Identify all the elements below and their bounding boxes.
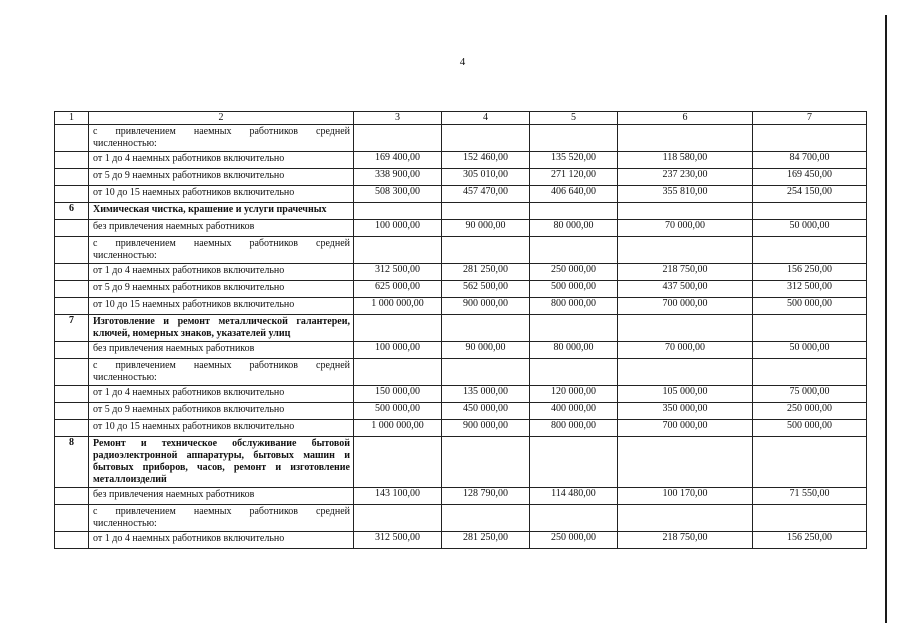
value-cell: 237 230,00 bbox=[618, 169, 753, 186]
table-row bbox=[55, 532, 867, 549]
value-cell: 1 000 000,00 bbox=[354, 298, 442, 315]
value-cell: 50 000,00 bbox=[753, 342, 867, 359]
value-cell bbox=[442, 359, 530, 386]
value-cell bbox=[354, 505, 442, 532]
value-cell: 169 450,00 bbox=[753, 169, 867, 186]
value-cell: 70 000,00 bbox=[618, 220, 753, 237]
table-row bbox=[55, 437, 867, 488]
value-cell: 312 500,00 bbox=[753, 281, 867, 298]
header-cell: 1 bbox=[55, 112, 89, 125]
row-number-cell bbox=[55, 403, 89, 420]
table-row bbox=[55, 237, 867, 264]
value-cell bbox=[530, 505, 618, 532]
value-cell bbox=[618, 125, 753, 152]
value-cell: 900 000,00 bbox=[442, 298, 530, 315]
description-cell: без привлечения наемных работников bbox=[89, 220, 354, 237]
value-cell: 135 000,00 bbox=[442, 386, 530, 403]
header-cell: 3 bbox=[354, 112, 442, 125]
value-cell bbox=[354, 125, 442, 152]
value-cell: 457 470,00 bbox=[442, 186, 530, 203]
value-cell bbox=[753, 505, 867, 532]
rates-table bbox=[54, 111, 867, 549]
value-cell: 900 000,00 bbox=[442, 420, 530, 437]
value-cell: 400 000,00 bbox=[530, 403, 618, 420]
value-cell: 143 100,00 bbox=[354, 488, 442, 505]
value-cell: 305 010,00 bbox=[442, 169, 530, 186]
row-number-cell: 7 bbox=[55, 315, 89, 342]
row-number-cell bbox=[55, 342, 89, 359]
value-cell bbox=[753, 125, 867, 152]
row-number-cell bbox=[55, 281, 89, 298]
row-number-cell bbox=[55, 264, 89, 281]
value-cell: 406 640,00 bbox=[530, 186, 618, 203]
value-cell bbox=[354, 237, 442, 264]
table-row bbox=[55, 169, 867, 186]
table-row bbox=[55, 298, 867, 315]
description-cell: от 10 до 15 наемных работников включительно bbox=[89, 420, 354, 437]
row-number-cell: 6 bbox=[55, 203, 89, 220]
header-cell: 2 bbox=[89, 112, 354, 125]
value-cell: 250 000,00 bbox=[530, 264, 618, 281]
value-cell: 271 120,00 bbox=[530, 169, 618, 186]
value-cell: 118 580,00 bbox=[618, 152, 753, 169]
value-cell: 70 000,00 bbox=[618, 342, 753, 359]
value-cell: 500 000,00 bbox=[753, 420, 867, 437]
value-cell bbox=[442, 125, 530, 152]
value-cell bbox=[442, 315, 530, 342]
value-cell: 700 000,00 bbox=[618, 420, 753, 437]
rates-table-body bbox=[55, 112, 867, 549]
table-header-row bbox=[55, 112, 867, 125]
value-cell: 312 500,00 bbox=[354, 532, 442, 549]
description-cell: от 5 до 9 наемных работников включительно bbox=[89, 281, 354, 298]
value-cell: 355 810,00 bbox=[618, 186, 753, 203]
value-cell bbox=[618, 237, 753, 264]
value-cell: 500 000,00 bbox=[530, 281, 618, 298]
row-number-cell bbox=[55, 420, 89, 437]
value-cell bbox=[354, 315, 442, 342]
table-row bbox=[55, 125, 867, 152]
header-cell: 7 bbox=[753, 112, 867, 125]
value-cell: 114 480,00 bbox=[530, 488, 618, 505]
value-cell: 500 000,00 bbox=[753, 298, 867, 315]
value-cell: 120 000,00 bbox=[530, 386, 618, 403]
value-cell bbox=[442, 437, 530, 488]
table-row bbox=[55, 342, 867, 359]
value-cell: 437 500,00 bbox=[618, 281, 753, 298]
value-cell: 156 250,00 bbox=[753, 532, 867, 549]
value-cell: 150 000,00 bbox=[354, 386, 442, 403]
value-cell bbox=[618, 437, 753, 488]
table-row bbox=[55, 359, 867, 386]
value-cell: 71 550,00 bbox=[753, 488, 867, 505]
description-cell: от 10 до 15 наемных работников включительно bbox=[89, 298, 354, 315]
value-cell: 700 000,00 bbox=[618, 298, 753, 315]
table-row bbox=[55, 488, 867, 505]
description-cell: от 1 до 4 наемных работников включительно bbox=[89, 264, 354, 281]
value-cell: 80 000,00 bbox=[530, 342, 618, 359]
value-cell: 281 250,00 bbox=[442, 264, 530, 281]
value-cell bbox=[753, 359, 867, 386]
table-row bbox=[55, 505, 867, 532]
value-cell bbox=[618, 359, 753, 386]
description-cell: с привлечением наемных работников средней численностью: bbox=[89, 359, 354, 386]
value-cell: 508 300,00 bbox=[354, 186, 442, 203]
value-cell: 800 000,00 bbox=[530, 298, 618, 315]
value-cell: 625 000,00 bbox=[354, 281, 442, 298]
value-cell: 218 750,00 bbox=[618, 532, 753, 549]
value-cell bbox=[618, 315, 753, 342]
value-cell: 338 900,00 bbox=[354, 169, 442, 186]
value-cell: 250 000,00 bbox=[753, 403, 867, 420]
value-cell bbox=[753, 315, 867, 342]
value-cell bbox=[618, 203, 753, 220]
value-cell bbox=[530, 359, 618, 386]
table-row bbox=[55, 203, 867, 220]
value-cell bbox=[354, 437, 442, 488]
description-cell: с привлечением наемных работников средней численностью: bbox=[89, 125, 354, 152]
description-cell: Изготовление и ремонт металлической галантереи, ключей, номерных знаков, указателей улиц bbox=[89, 315, 354, 342]
table-row bbox=[55, 281, 867, 298]
row-number-cell: 8 bbox=[55, 437, 89, 488]
value-cell bbox=[753, 203, 867, 220]
row-number-cell bbox=[55, 488, 89, 505]
description-cell: от 1 до 4 наемных работников включительно bbox=[89, 532, 354, 549]
header-cell: 5 bbox=[530, 112, 618, 125]
page-edge-bar bbox=[885, 15, 887, 623]
value-cell bbox=[442, 505, 530, 532]
value-cell: 500 000,00 bbox=[354, 403, 442, 420]
row-number-cell bbox=[55, 125, 89, 152]
table-row bbox=[55, 315, 867, 342]
value-cell bbox=[753, 237, 867, 264]
description-cell: с привлечением наемных работников средней численностью: bbox=[89, 505, 354, 532]
value-cell: 84 700,00 bbox=[753, 152, 867, 169]
value-cell bbox=[618, 505, 753, 532]
value-cell bbox=[530, 125, 618, 152]
value-cell bbox=[354, 359, 442, 386]
value-cell: 800 000,00 bbox=[530, 420, 618, 437]
description-cell: от 5 до 9 наемных работников включительно bbox=[89, 169, 354, 186]
row-number-cell bbox=[55, 532, 89, 549]
description-cell: от 1 до 4 наемных работников включительно bbox=[89, 152, 354, 169]
value-cell: 1 000 000,00 bbox=[354, 420, 442, 437]
value-cell: 562 500,00 bbox=[442, 281, 530, 298]
row-number-cell bbox=[55, 386, 89, 403]
row-number-cell bbox=[55, 220, 89, 237]
value-cell: 450 000,00 bbox=[442, 403, 530, 420]
row-number-cell bbox=[55, 186, 89, 203]
value-cell: 350 000,00 bbox=[618, 403, 753, 420]
value-cell: 152 460,00 bbox=[442, 152, 530, 169]
value-cell bbox=[354, 203, 442, 220]
value-cell: 75 000,00 bbox=[753, 386, 867, 403]
value-cell: 50 000,00 bbox=[753, 220, 867, 237]
value-cell: 90 000,00 bbox=[442, 220, 530, 237]
value-cell: 281 250,00 bbox=[442, 532, 530, 549]
row-number-cell bbox=[55, 152, 89, 169]
value-cell: 100 170,00 bbox=[618, 488, 753, 505]
description-cell: Химическая чистка, крашение и услуги прачечных bbox=[89, 203, 354, 220]
table-row bbox=[55, 152, 867, 169]
value-cell bbox=[442, 237, 530, 264]
table-row bbox=[55, 403, 867, 420]
value-cell: 90 000,00 bbox=[442, 342, 530, 359]
header-cell: 6 bbox=[618, 112, 753, 125]
value-cell bbox=[530, 237, 618, 264]
value-cell: 250 000,00 bbox=[530, 532, 618, 549]
description-cell: от 1 до 4 наемных работников включительно bbox=[89, 386, 354, 403]
row-number-cell bbox=[55, 169, 89, 186]
value-cell: 135 520,00 bbox=[530, 152, 618, 169]
table-row bbox=[55, 220, 867, 237]
value-cell bbox=[442, 203, 530, 220]
description-cell: без привлечения наемных работников bbox=[89, 342, 354, 359]
row-number-cell bbox=[55, 359, 89, 386]
description-cell: от 5 до 9 наемных работников включительно bbox=[89, 403, 354, 420]
row-number-cell bbox=[55, 505, 89, 532]
value-cell: 105 000,00 bbox=[618, 386, 753, 403]
value-cell bbox=[530, 203, 618, 220]
table-row bbox=[55, 420, 867, 437]
value-cell: 128 790,00 bbox=[442, 488, 530, 505]
value-cell: 100 000,00 bbox=[354, 220, 442, 237]
table-row bbox=[55, 264, 867, 281]
row-number-cell bbox=[55, 298, 89, 315]
value-cell: 312 500,00 bbox=[354, 264, 442, 281]
value-cell bbox=[753, 437, 867, 488]
table-row bbox=[55, 186, 867, 203]
value-cell: 156 250,00 bbox=[753, 264, 867, 281]
header-cell: 4 bbox=[442, 112, 530, 125]
value-cell: 169 400,00 bbox=[354, 152, 442, 169]
description-cell: без привлечения наемных работников bbox=[89, 488, 354, 505]
table-row bbox=[55, 386, 867, 403]
value-cell bbox=[530, 315, 618, 342]
description-cell: с привлечением наемных работников средней численностью: bbox=[89, 237, 354, 264]
description-cell: от 10 до 15 наемных работников включительно bbox=[89, 186, 354, 203]
value-cell: 80 000,00 bbox=[530, 220, 618, 237]
page-number: 4 bbox=[459, 56, 466, 68]
value-cell: 100 000,00 bbox=[354, 342, 442, 359]
value-cell: 254 150,00 bbox=[753, 186, 867, 203]
value-cell: 218 750,00 bbox=[618, 264, 753, 281]
row-number-cell bbox=[55, 237, 89, 264]
value-cell bbox=[530, 437, 618, 488]
description-cell: Ремонт и техническое обслуживание бытовой радиоэлектронной аппаратуры, бытовых машин и бытовых приборов, часов, ремонт и изготовление металлоизделий bbox=[89, 437, 354, 488]
